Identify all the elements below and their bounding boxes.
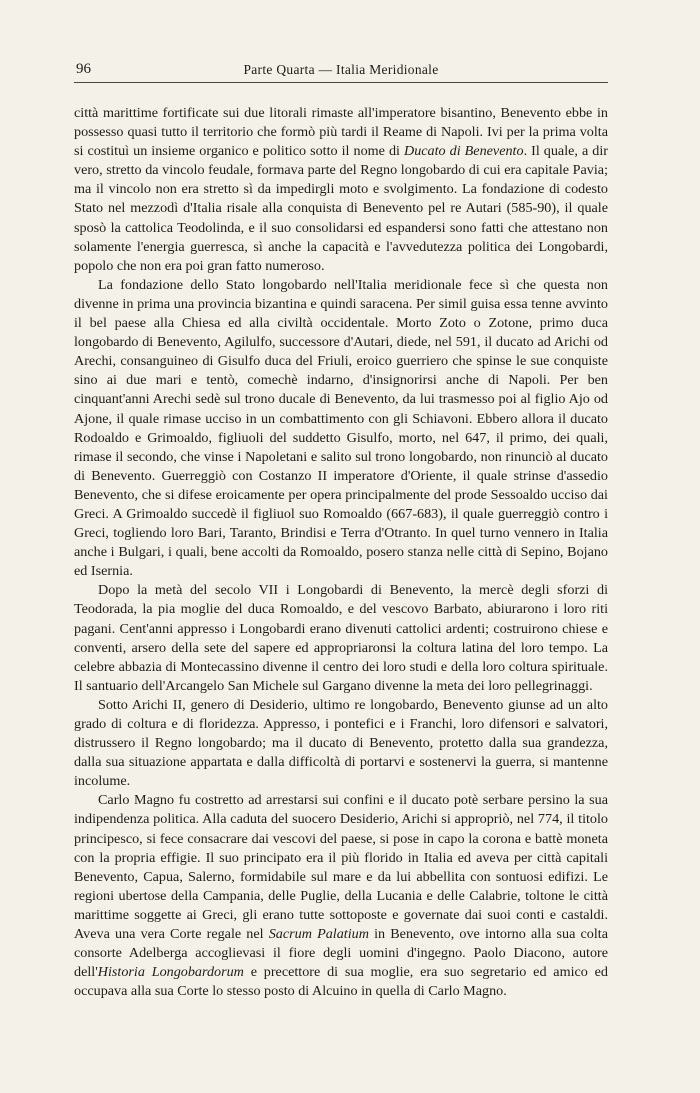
text-run: città marittime fortificate sui due litorali rimaste all'imperatore bisantino, Benevento ebbe in possesso quasi tutto il territorio che formò più tardi il Reame di Napoli. Ivi per la prima volta si costituì un insieme organico e politico sotto il nome di (74, 105, 608, 160)
page-number: 96 (76, 61, 91, 77)
paragraph-2 (74, 276, 608, 582)
paragraph-1 (74, 104, 608, 276)
text-run: La fondazione dello Stato longobardo nell'Italia meridionale fece sì che questa non divenne in prima una provincia bizantina e quindi saracena. Per simil guisa essa tenne avvinto il bel paese alla Chiesa ed alla civiltà occidentale. Morto Zoto o Zotone, primo duca longobardo di Benevento, Agilulfo, successore d'Autari, diede, nel 591, il ducato ad Arichi od Arechi, consanguineo di Gisulfo duca del Friuli, eroico guerriero che spinse le sue conquiste sino ai due mari e tentò, comechè indarno, d'insignorirsi anche di Napoli. Per ben cinquant'anni Arechi sedè sul trono ducale di Benevento, da lui trasmesso poi al figlio Ajo od Ajone, il quale rimase ucciso in un combattimento con gli Schiavoni. Ebbero allora il ducato Rodoaldo e Grimoaldo, figliuoli del suddetto Gisulfo, morto, nel 647, il primo, dei quali, rimase il secondo, che vinse i Napoletani e salito sul trono longobardo, non rinunciò al ducato di Benevento. Guerreggiò con Costanzo II imperatore d'Oriente, il quale strinse d'assedio Benevento, che si difese eroicamente per opera principalmente del prode Sessoaldo ucciso dai Greci. A Grimoaldo succedè il figliuol suo Romoaldo (667-683), il quale guerreggiò contro i Greci, togliendo loro Bari, Taranto, Brindisi e Terra d'Otranto. In quel turno vennero in Italia anche i Bulgari, i quali, bene accolti da Romoaldo, posero stanza nelle città di Sepino, Bojano ed Isernia. (74, 276, 608, 580)
italic-text: Ducato di Benevento (403, 143, 524, 160)
text-run: Dopo la metà del secolo VII i Longobardi di Benevento, la mercè degli sforzi di Teodorada, la pia moglie del duca Romoaldo, e del vescovo Barbato, abiurarono i loro riti pagani. Cent'anni appresso i Longobardi erano divenuti cattolici ardenti; costruirono chiese e conventi, arsero della sete del sapere ed appropriaronsi la coltura latina del loro tempo. La celebre abbazia di Montecassino divenne il centro dei loro studi e della loro coltura spirituale. Il santuario dell'Arcangelo San Michele sul Gargano divenne la meta dei loro pellegrinaggi. (74, 582, 608, 694)
text-run: in Benevento, ove intorno alla sua colta consorte Adelberga accoglievasi il fiore degli uomini d'ingegno. Paolo Diacono, autore dell' (74, 926, 608, 981)
paragraph-5 (74, 791, 608, 1001)
text-run: Sotto Arichi II, genero di Desiderio, ultimo re longobardo, Benevento giunse ad un alto grado di coltura e di floridezza. Appresso, i pontefici e i Franchi, loro difensori e salvatori, distrussero il Regno longobardo; ma il ducato di Benevento, protetto dalla sua grandezza, dalla sua situazione appartata e dalla difficoltà di portarvi e sostenervi la guerra, si mantenne incolume. (74, 696, 608, 790)
text-run: . Il quale, a dir vero, stretto da vincolo feudale, formava parte del Regno longobardo di cui era capitale Pavia; ma il vincolo non era stretto sì da impedirgli moto e svolgimento. La fondazione di codesto Stato nel mezzodì d'Italia risale alla conquista di Benevento pel re Autari (585-90), il quale sposò la cattolica Teodolinda, e il suo consolidarsi ed espandersi sono fatti che attestano non solamente l'energia guerresca, sì anche la capacità e l'avvedutezza politica dei Longobardi, popolo che non era poi gran fatto numeroso. (74, 143, 608, 274)
italic-text: Sacrum Palatium (268, 926, 369, 943)
running-header (74, 58, 608, 83)
body-text (74, 104, 608, 1001)
paragraph-4 (74, 696, 608, 791)
italic-text: Historia Longobardorum (97, 964, 244, 981)
running-title: Parte Quarta — Italia Meridionale (243, 62, 439, 77)
text-run: e precettore di sua moglie, era suo segretario ed amico ed occupava alla sua Corte lo stesso posto di Alcuino in quella di Carlo Magno. (74, 964, 608, 1000)
paragraph-3 (74, 581, 608, 696)
text-run: Carlo Magno fu costretto ad arrestarsi sui confini e il ducato potè serbare persino la sua indipendenza politica. Alla caduta del suocero Desiderio, Arichi si appropriò, nel 774, il titolo principesco, si fece consacrare dai vescovi del paese, si pose in capo la corona e battè moneta con la propria effigie. Il suo principato era il più florido in Italia ed aveva per città capitali Benevento, Capua, Salerno, formidabile sul mare e da lui abbellita con sontuosi edifizi. Le regioni ubertose della Campania, delle Puglie, della Lucania e delle Calabrie, toltone le città marittime soggette ai Greci, gli erano tutte sottoposte e governate dai suoi conti e castaldi. Aveva una vera Corte regale nel (74, 792, 608, 943)
